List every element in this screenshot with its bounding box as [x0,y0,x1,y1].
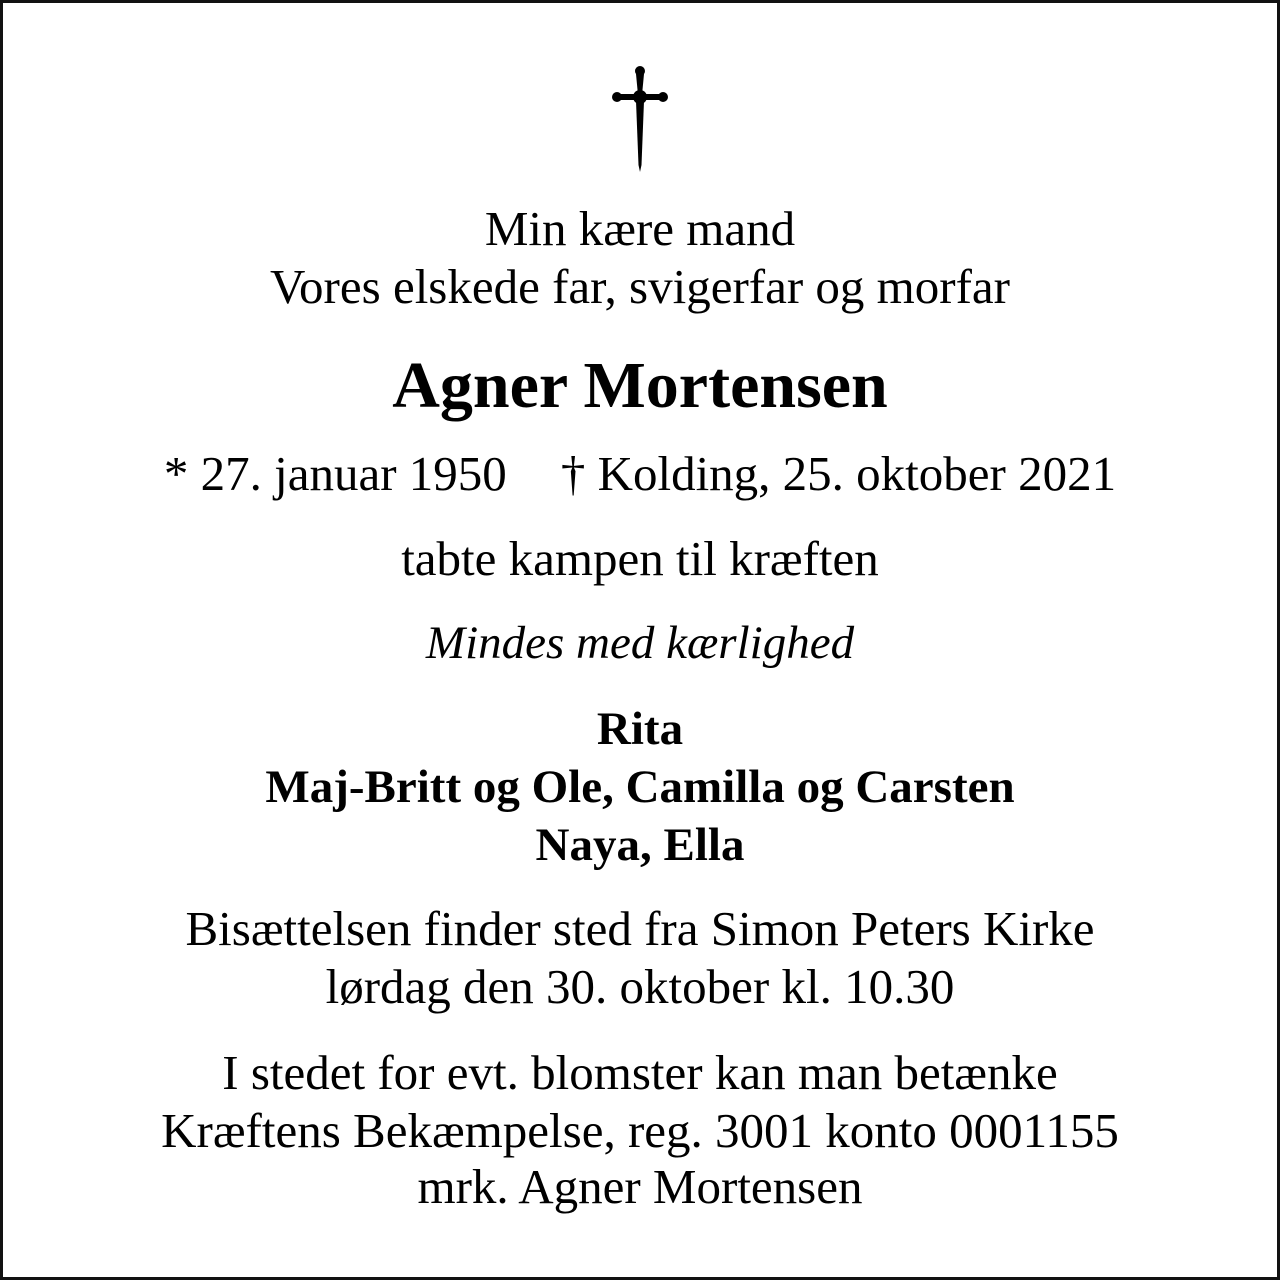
ceremony-line-2: lørdag den 30. oktober kl. 10.30 [325,959,955,1014]
death-date: † Kolding, 25. oktober 2021 [560,446,1117,501]
donation-line-1: I stedet for evt. blomster kan man betænke [222,1045,1058,1100]
family-line-1: Rita [596,703,684,755]
donation-line-3: mrk. Agner Mortensen [417,1159,863,1214]
family-line-3: Naya, Ella [535,819,745,871]
ceremony-line-1: Bisættelsen finder sted fra Simon Peters Kirke [185,901,1095,956]
cause-line: tabte kampen til kræften [401,531,879,586]
cross-icon-wrap [3,65,1277,173]
birth-date: * 27. januar 1950 [163,446,507,501]
intro-line-1: Min kære mand [484,201,796,256]
deceased-name: Agner Mortensen [392,349,888,422]
ornate-cross-icon [610,65,670,173]
donation-line-2: Kræftens Bekæmpelse, reg. 3001 konto 0001155 [161,1103,1119,1158]
intro-line-2: Vores elskede far, svigerfar og morfar [269,259,1010,314]
family-line-2: Maj-Britt og Ole, Camilla og Carsten [265,761,1015,813]
dates-line [3,446,1277,502]
remembrance-line: Mindes med kærlighed [425,617,855,669]
